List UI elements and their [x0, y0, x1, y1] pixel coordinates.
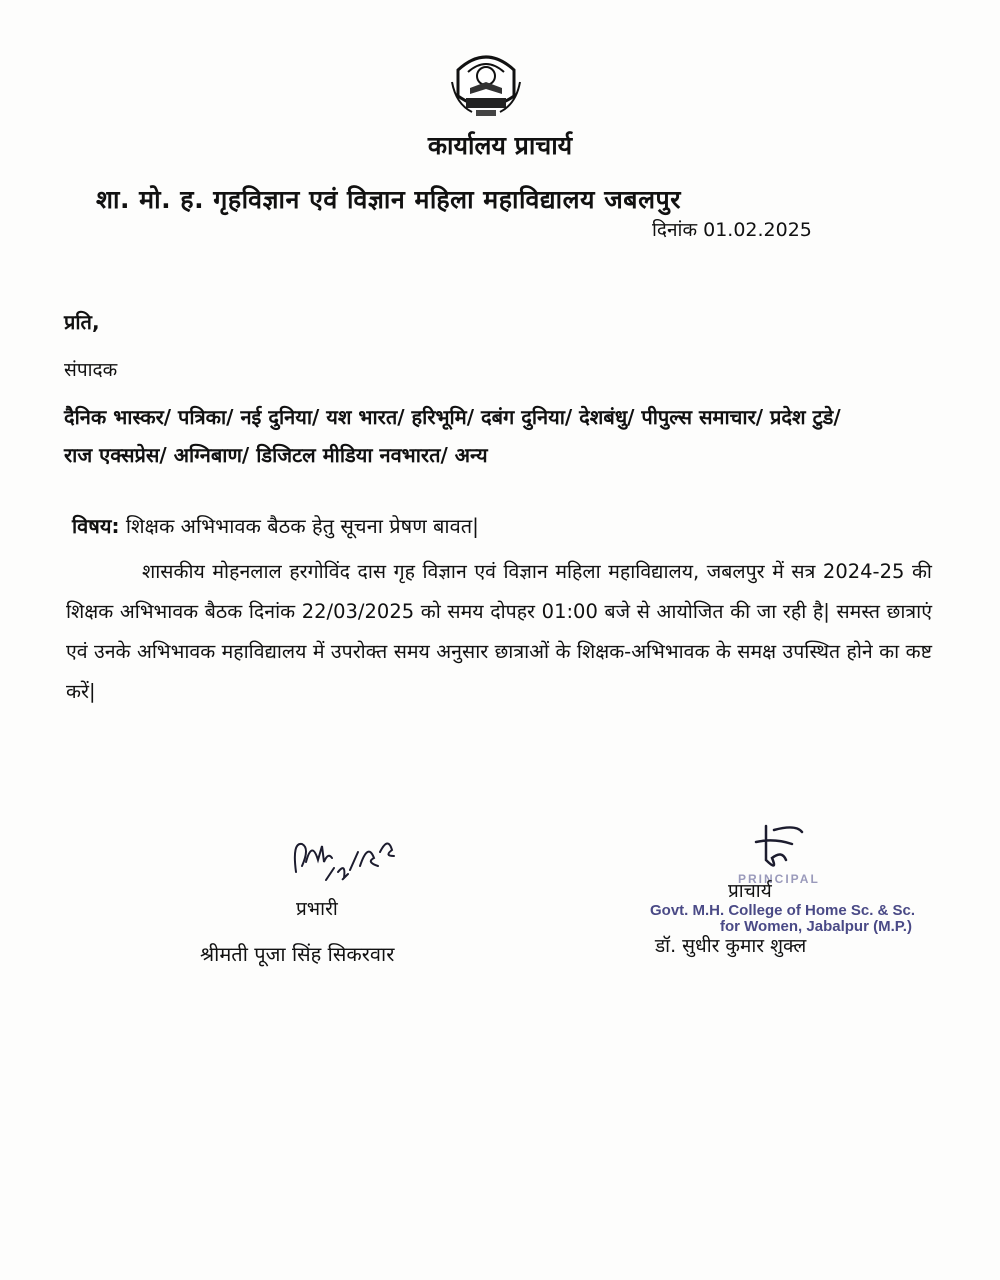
- incharge-signature-icon: [288, 822, 398, 892]
- office-heading: कार्यालय प्राचार्य: [427, 131, 573, 160]
- subject-line: [72, 512, 479, 539]
- letter-date: दिनांक 01.02.2025: [652, 219, 812, 241]
- college-name: शा. मो. ह. गृहविज्ञान एवं विज्ञान महिला महाविद्यालय जबलपुर: [96, 185, 681, 214]
- stamp-line-1: PRINCIPAL: [738, 872, 820, 886]
- stamp-line-2: Govt. M.H. College of Home Sc. & Sc.: [650, 902, 916, 919]
- subject-label: विषय:: [72, 514, 120, 538]
- principal-title: प्राचार्य: [728, 880, 772, 902]
- stamp-line-3: for Women, Jabalpur (M.P.): [720, 918, 912, 935]
- subject-text: शिक्षक अभिभावक बैठक हेतु सूचना प्रेषण बावत|: [125, 514, 479, 538]
- college-emblem-icon: [448, 42, 524, 120]
- recipient-editor: संपादक: [64, 359, 118, 381]
- newspaper-list: दैनिक भास्कर/ पत्रिका/ नई दुनिया/ यश भारत/ हरिभूमि/ दबंग दुनिया/ देशबंधु/ पीपुल्स समाचार/ प्रदेश टुडे/ राज एक्सप्रेस/ अग्निबाण/ डिजिटल मीडिया नवभारत/ अन्य: [64, 405, 841, 467]
- recipient-to: प्रति,: [64, 310, 100, 334]
- principal-name: डॉ. सुधीर कुमार शुक्ल: [655, 935, 807, 957]
- incharge-name: श्रीमती पूजा सिंह सिकरवार: [200, 942, 395, 966]
- principal-signature-icon: [752, 822, 808, 876]
- incharge-title: प्रभारी: [296, 898, 338, 920]
- letter-body: शासकीय मोहनलाल हरगोविंद दास गृह विज्ञान एवं विज्ञान महिला महाविद्यालय, जबलपुर में सत्र 2024-25 की शिक्षक अभिभावक बैठक दिनांक 22/03/2025 को समय दोपहर 01:00 बजे से आयोजित की जा रही है| समस्त छात्राएं एवं उनके अभिभावक महाविद्यालय में उपरोक्त समय अनुसार छात्राओं के शिक्षक-अभिभावक के समक्ष उपस्थित होने का कष्ट करें|: [66, 560, 932, 703]
